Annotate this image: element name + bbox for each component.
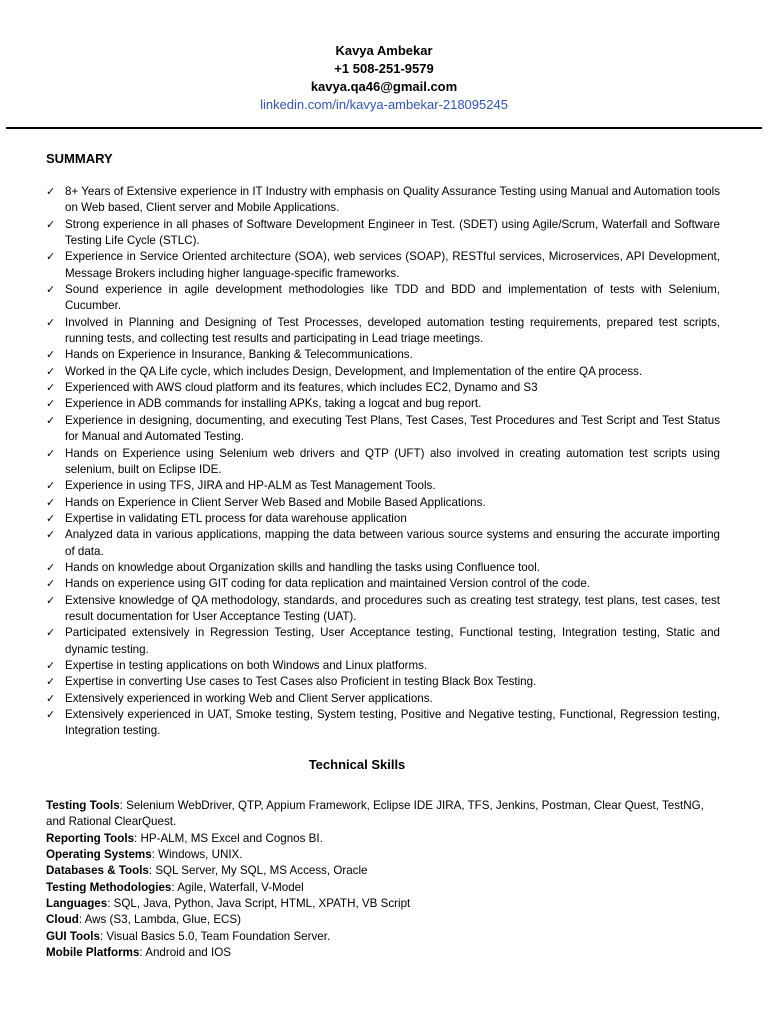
skill-label: Testing Methodologies [46, 880, 172, 894]
summary-item-text: Experience in ADB commands for installing APKs, taking a logcat and bug report. [65, 397, 482, 411]
checkmark-icon: ✓ [46, 578, 56, 591]
skill-value: : Visual Basics 5.0, Team Foundation Server. [99, 929, 331, 943]
skill-value: : SQL, Java, Python, Java Script, HTML, XPATH, VB Script [107, 897, 411, 911]
summary-item [46, 315, 720, 348]
summary-item [46, 217, 720, 250]
checkmark-icon: ✓ [46, 594, 56, 607]
summary-item-text: Experience in designing, documenting, and executing Test Plans, Test Cases, Test Procedures and Test Script and Test Status for Manual and Automated Testing. [65, 413, 720, 444]
summary-item [46, 347, 720, 363]
technical-skills-heading: Technical Skills [308, 757, 406, 772]
skill-value: : SQL Server, My SQL, MS Access, Oracle [148, 864, 368, 878]
summary-item-text: Strong experience in all phases of Software Development Engineer in Test. (SDET) using Agile/Scrum, Waterfall and Software Testing Life Cycle (STLC). [65, 217, 720, 248]
checkmark-icon: ✓ [46, 365, 56, 378]
summary-item-text: Worked in the QA Life cycle, which includes Design, Development, and Implementation of the entire QA process. [65, 364, 643, 378]
summary-item [46, 511, 720, 527]
summary-item-text: Hands on Experience in Client Server Web Based and Mobile Based Applications. [65, 495, 486, 509]
skill-label: Databases & Tools [46, 864, 149, 878]
phone-number: +1 508-251-9579 [334, 61, 434, 76]
checkmark-icon: ✓ [46, 512, 56, 525]
resume-header [0, 42, 768, 114]
checkmark-icon: ✓ [46, 251, 56, 264]
checkmark-icon: ✓ [46, 218, 56, 231]
summary-item [46, 396, 720, 412]
candidate-name: Kavya Ambekar [335, 43, 433, 58]
skill-row [46, 929, 720, 945]
checkmark-icon: ✓ [46, 627, 56, 640]
summary-item [46, 249, 720, 282]
summary-item-text: Sound experience in agile development methodologies like TDD and BDD and implementation of tests with Selenium, Cucumber. [65, 283, 720, 313]
summary-item-text: Extensively experienced in working Web and Client Server applications. [65, 691, 433, 705]
skill-value: : Aws (S3, Lambda, Glue, ECS) [78, 913, 242, 927]
skill-label: Cloud [46, 913, 79, 927]
linkedin-link[interactable]: linkedin.com/in/kavya-ambekar-218095245 [260, 97, 508, 112]
summary-item-text: Expertise in validating ETL process for data warehouse application [65, 511, 407, 525]
summary-item [46, 560, 720, 576]
skill-label: Operating Systems [46, 848, 152, 862]
skill-label: Testing Tools [46, 799, 120, 812]
summary-item-text: Involved in Planning and Designing of Test Processes, developed automation testing requirements, prepared test scripts, running tests, and collecting test results and participating in Lead triage meetings. [65, 315, 720, 346]
summary-item [46, 707, 720, 740]
summary-item-text: Experienced with AWS cloud platform and its features, which includes EC2, Dynamo and S3 [65, 381, 538, 395]
summary-item [46, 674, 720, 690]
summary-heading: SUMMARY [46, 151, 113, 166]
checkmark-icon: ✓ [46, 709, 56, 721]
summary-item-text: Expertise in testing applications on both Windows and Linux platforms. [65, 658, 428, 672]
summary-item-text: Analyzed data in various applications, mapping the data between various source systems and ensuring the accurate importing of data. [65, 528, 720, 558]
summary-item-text: Experience in Service Oriented architecture (SOA), web services (SOAP), RESTful services, Microservices, API Development, Message Brokers including higher language-specific frameworks. [65, 250, 720, 280]
checkmark-icon: ✓ [46, 659, 56, 672]
skill-value: : HP-ALM, MS Excel and Cognos BI. [134, 831, 323, 845]
checkmark-icon: ✓ [46, 529, 56, 542]
summary-item [46, 413, 720, 446]
checkmark-icon: ✓ [46, 398, 56, 411]
summary-item-text: Hands on Experience using Selenium web drivers and QTP (UFT) also involved in creating automation test scripts using selenium, built on Eclipse IDE. [65, 446, 720, 476]
summary-item [46, 658, 720, 674]
skill-row [46, 896, 720, 912]
skill-row [46, 880, 720, 896]
summary-item [46, 478, 720, 494]
summary-item [46, 691, 720, 707]
summary-item [46, 184, 720, 217]
summary-item [46, 282, 720, 315]
checkmark-icon: ✓ [46, 447, 56, 460]
checkmark-icon: ✓ [46, 349, 56, 362]
skill-row [46, 912, 720, 928]
skill-label: GUI Tools [46, 929, 100, 943]
checkmark-icon: ✓ [46, 284, 56, 297]
summary-item-text: Hands on experience using GIT coding for data replication and maintained Version control of the code. [65, 577, 591, 591]
skill-row [46, 831, 720, 847]
summary-item-text: Experience in using TFS, JIRA and HP-ALM as Test Management Tools. [65, 479, 436, 493]
summary-item [46, 576, 720, 592]
skill-value: : Windows, UNIX. [151, 848, 243, 862]
summary-item-text: Hands on knowledge about Organization skills and handling the tasks using Confluence tool. [65, 560, 541, 574]
skill-label: Languages [46, 897, 108, 911]
checkmark-icon: ✓ [46, 692, 56, 705]
summary-item [46, 380, 720, 396]
technical-skills-list [46, 798, 720, 961]
summary-item-text: Extensively experienced in UAT, Smoke testing, System testing, Positive and Negative testing, Functional, Regression testing, Integration testing. [65, 708, 720, 738]
checkmark-icon: ✓ [46, 496, 56, 509]
summary-item [46, 364, 720, 380]
skill-label: Reporting Tools [46, 831, 135, 845]
skill-label: Mobile Platforms [46, 946, 140, 960]
summary-item [46, 593, 720, 626]
summary-item-text: Hands on Experience in Insurance, Banking & Telecommunications. [65, 348, 413, 362]
checkmark-icon: ✓ [46, 561, 56, 574]
checkmark-icon: ✓ [46, 186, 56, 198]
checkmark-icon: ✓ [46, 676, 56, 689]
skill-value: : Android and IOS [139, 946, 231, 960]
summary-list [46, 184, 720, 740]
summary-item-text: 8+ Years of Extensive experience in IT Industry with emphasis on Quality Assurance Testing using Manual and Automation tools on Web based, Client server and Mobile Applications. [65, 185, 720, 215]
skill-row [46, 847, 720, 863]
checkmark-icon: ✓ [46, 480, 56, 493]
header-divider [6, 127, 762, 129]
summary-item [46, 495, 720, 511]
summary-item-text: Participated extensively in Regression Testing, User Acceptance testing, Functional testing, Integration testing, Static and dynamic testing. [65, 626, 720, 656]
checkmark-icon: ✓ [46, 316, 56, 329]
email-address[interactable]: kavya.qa46@gmail.com [310, 79, 458, 94]
skill-row [46, 945, 720, 961]
summary-item [46, 625, 720, 658]
skill-value: : Agile, Waterfall, V-Model [171, 880, 304, 894]
skill-row [46, 863, 720, 879]
checkmark-icon: ✓ [46, 414, 56, 427]
checkmark-icon: ✓ [46, 382, 56, 395]
summary-item-text: Expertise in converting Use cases to Test Cases also Proficient in testing Black Box Testing. [65, 675, 537, 689]
summary-item [46, 527, 720, 560]
skill-value: : Selenium WebDriver, QTP, Appium Framework, Eclipse IDE JIRA, TFS, Jenkins, Postman, Clear Quest, TestNG, and Rational ClearQuest. [46, 799, 704, 829]
summary-item-text: Extensive knowledge of QA methodology, standards, and procedures such as creating test strategy, test plans, test cases, test result documentation for User Acceptance Testing (UAT). [65, 593, 720, 623]
summary-item [46, 446, 720, 479]
skill-row [46, 798, 720, 831]
